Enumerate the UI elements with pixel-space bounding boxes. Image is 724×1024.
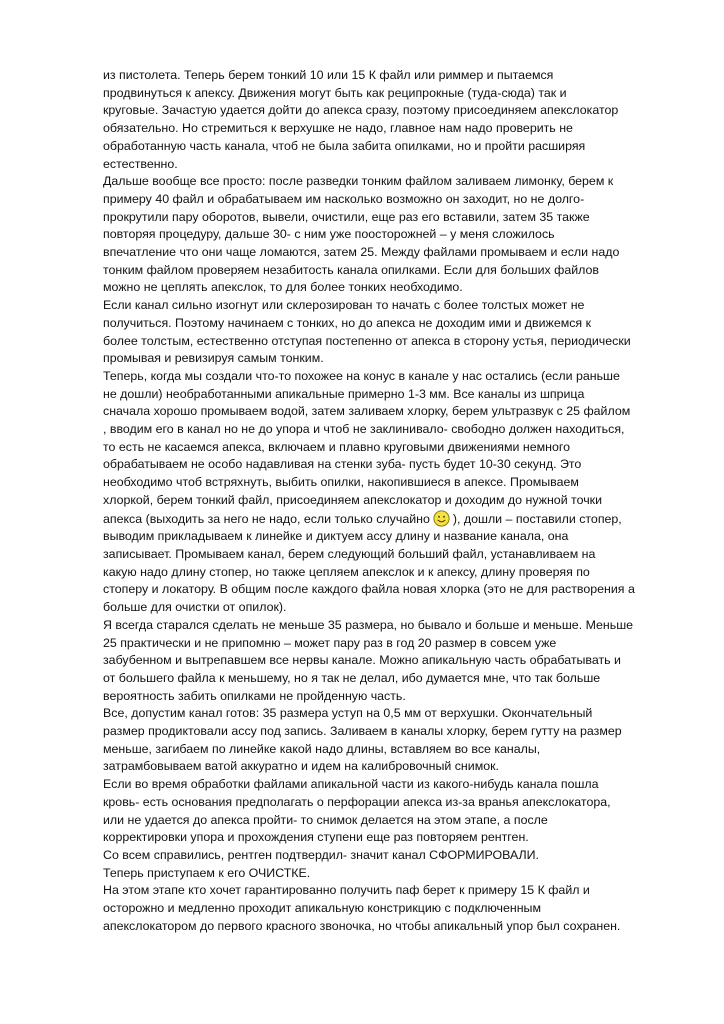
text-line: осторожно и медленно проходит апикальную констрикцию с подключенным [103,901,541,916]
text-line: 25 практически и не припомню – может пару раз в год 20 размер в совсем уже [103,635,557,650]
text-line: забубенном и вытрепавшем все нервы канале. Можно апикальную часть обрабатывать и [103,653,621,668]
text-line: круговые. Зачастую удается дойти до апекса сразу, поэтому присоединяем апекслокатор [103,103,619,118]
text-line: естественно. [103,156,178,171]
text-line: выводим прикладываем к линейке и диктуем ассу длину и название канала, она [103,529,569,544]
smiley-line-before: апекса (выходить за него не надо, если только случайно [103,511,430,526]
smiley-face-icon [433,510,450,527]
text-line: промывая и ревизируя самым тонким. [103,351,324,366]
text-line: прокрутили пару оборотов, вывели, очистили, еще раз его вставили, затем 35 также [103,209,590,224]
text-line: Все, допустим канал готов: 35 размера уступ на 0,5 мм от верхушки. Окончательный [103,706,593,721]
text-line: можно не цеплять апекслок, то для более тонких необходимо. [103,280,463,295]
text-line: из пистолета. Теперь берем тонкий 10 или 15 К файл или риммер и пытаемся [103,68,554,82]
text-line: получиться. Поэтому начинаем с тонких, но до апекса не доходим ими и движемся к [103,315,592,330]
text-line: необходимо чтоб встряхнуть, выбить опилки, накопившиеся в апексе. Промываем [103,475,579,490]
text-line: Если канал сильно изогнут или склерозирован то начать с более толстых может не [103,298,585,313]
text-line: от большего файла к меньшему, но я так не делал, ибо думается мне, что так больше [103,670,601,685]
text-line: Если во время обработки файлами апикальной части из какого-нибудь канала пошла [103,777,599,792]
text-line: впечатление что они чаще ломаются, затем 25. Между файлами промываем и если надо [103,245,620,260]
text-line: тонким файлом проверяем незабитость канала опилками. Если для больших файлов [103,262,600,277]
text-line: Со всем справились, рентген подтвердил- значит канал СФОРМИРОВАЛИ. [103,847,539,862]
text-line: Теперь, когда мы создали что-то похожее на конус в канале у нас остались (если раньше [103,368,620,383]
text-line: не дошли) необработанными апикальные примерно 1-3 мм. Все каналы из шприца [103,386,585,401]
text-line: обработанную часть канала, чтоб не была забита опилками, но и пройти расширяя [103,138,586,153]
text-line: апекслокатором до первого красного звоночка, но чтобы апикальный упор был сохранен. [103,918,621,933]
text-line: стоперу и локатору. В общим после каждого файла новая хлорка (это не для растворения а [103,582,635,597]
text-line: Дальше вообще все просто: после разведки тонким файлом заливаем лимонку, берем к [103,174,614,189]
document-body [103,67,683,935]
text-line: , вводим его в канал но не до упора и чтоб не заклинивало- свободно должен находиться, [103,422,625,437]
text-line: затрамбовываем ватой аккуратно и идем на калибровочный снимок. [103,759,499,774]
text-line: больше для очистки от опилок). [103,600,287,615]
text-line: обязательно. Но стремиться к верхушке не надо, главное нам надо проверить не [103,121,573,136]
text-line: Я всегда старался сделать не меньше 35 размера, но бывало и больше и меньше. Меньше [103,617,634,632]
text-line: какую надо длину стопер, но также цепляем апекслок и к апексу, длину проверяя по [103,564,590,579]
text-line: корректировки упора и прохождения ступени еще раз повторяем рентген. [103,830,529,845]
text-line: меньше, загибаем по линейке какой надо длины, вставляем во все каналы, [103,741,541,756]
text-line: то есть не касаемся апекса, включаем и плавно круговыми движениями немного [103,439,570,454]
text-line: На этом этапе кто хочет гарантированно получить паф берет к примеру 15 К файл и [103,883,590,898]
text-line: хлоркой, берем тонкий файл, присоединяем апекслокатор и доходим до нужной точки [103,492,603,507]
text-line: кровь- есть основания предполагать о перфорации апекса из-за вранья апекслокатора, [103,794,611,809]
text-line: сначала хорошо промываем водой, затем заливаем хлорку, берем ультразвук с 25 файлом [103,404,631,419]
text-line: вероятность забить опилками не пройденную часть. [103,688,406,703]
text-line: записывает. Промываем канал, берем следующий больший файл, устанавливаем на [103,546,596,561]
text-line: Теперь приступаем к его ОЧИСТКЕ. [103,865,311,880]
text-line: более толстым, естественно отступая постепенно от апекса в сторону устья, периодически [103,333,631,348]
text-line: повторяя процедуру, дальше 30- с ним уже поосторожней – у меня сложилось [103,227,555,242]
text-line: примеру 40 файл и обрабатываем им насколько возможно он заходит, но не долго- [103,191,585,206]
text-line: обрабатываем не особо надавливая на стенки зуба- пусть будет 10-30 секунд. Это [103,457,582,472]
text-line: продвинуться к апексу. Движения могут быть как реципрокные (туда-сюда) так и [103,85,567,100]
smiley-line-after: ), дошли – поставили стопер, [452,511,622,526]
text-line: размер продиктовали ассу под запись. Заливаем в каналы хлорку, берем гутту на размер [103,724,622,739]
text-line: или не удается до апекса пройти- то снимок делается на этом этапе, а после [103,812,548,827]
text-line-with-smiley [103,510,683,529]
